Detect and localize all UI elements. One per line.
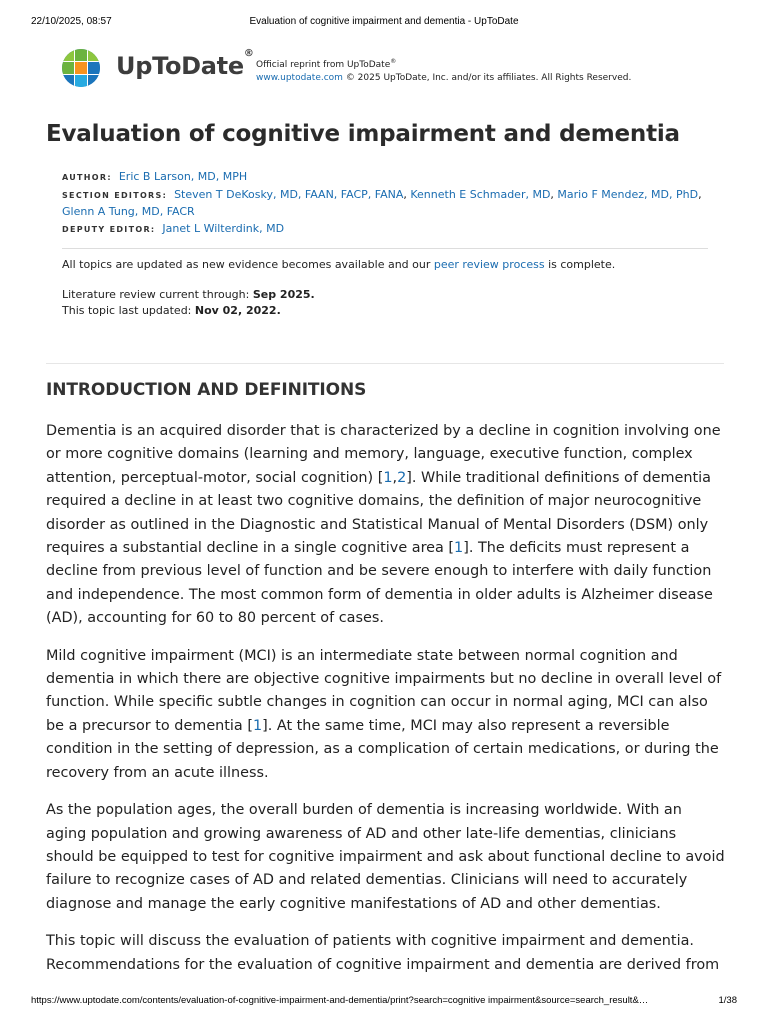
topic-contributors — [62, 169, 712, 238]
section-editor-link[interactable]: Mario F Mendez, MD, PhD — [557, 187, 699, 201]
author-link[interactable]: Eric B Larson, MD, MPH — [118, 170, 248, 183]
reference-link[interactable]: 1 — [454, 540, 464, 557]
uptodate-globe-logo-icon — [61, 48, 101, 88]
print-url: https://www.uptodate.com/contents/evaluation-of-cognitive-impairment-and-dementia/print?search=cognitive impairment&source=search_result&… — [31, 995, 649, 1006]
section-editors-row: SECTION EDITORS : Steven T DeKosky, MD, FAAN, FACP, FANA, Kenneth E Schmader, MD, Mario F Mendez, MD, PhD, Glenn A Tung, MD, FACR — [62, 187, 712, 221]
reference-link[interactable]: 2 — [397, 469, 407, 486]
reprint-line: Official reprint from UpToDate — [256, 60, 391, 70]
update-notice — [62, 257, 615, 273]
lit-review-label: Literature review current through: — [62, 288, 253, 301]
paragraph: This topic will discuss the evaluation of patients with cognitive impairment and dementia. Recommendations for the evaluation of cognitive impairment and dementia are derived from — [46, 933, 720, 973]
print-header — [0, 16, 768, 30]
author-label: AUTHOR : — [62, 173, 112, 182]
last-updated-date: Nov 02, 2022. — [194, 304, 281, 317]
lit-review-date: Sep 2025. — [252, 288, 315, 301]
article-body — [46, 420, 726, 991]
page-title: Evaluation of cognitive impairment and dementia — [46, 121, 680, 147]
paragraph: As the population ages, the overall burden of dementia is increasing worldwide. With an aging population and growing awareness of AD and other late-life dementias, clinicians should be equipped to test for cognitive impairment and ask about functional decline to avoid failure to recognize cases of AD and related dementias. Clinicians will need to accurately diagnose and manage the early cognitive manifestations of AD and other dementias. — [46, 802, 725, 912]
notice-text: All topics are updated as new evidence becomes available and our — [62, 258, 434, 271]
registered-mark: ® — [243, 48, 254, 59]
print-datetime: 22/10/2025, 08:57 — [31, 16, 112, 27]
print-footer — [0, 995, 768, 1009]
uptodate-wordmark — [116, 48, 254, 80]
reference-link[interactable]: 1 — [252, 717, 263, 734]
deputy-editor-link[interactable]: Janet L Wilterdink, MD — [162, 221, 285, 235]
section-editor-link[interactable]: Kenneth E Schmader, MD — [410, 187, 551, 201]
print-tab-title: Evaluation of cognitive impairment and dementia - UpToDate — [249, 16, 519, 27]
section-heading: INTRODUCTION AND DEFINITIONS — [46, 380, 367, 400]
page-number: 1/38 — [718, 995, 737, 1006]
section-editor-link[interactable]: Steven T DeKosky, MD, FAAN, FACP, FANA — [174, 187, 404, 201]
deputy-editor-label: DEPUTY EDITOR : — [62, 225, 155, 234]
copyright-text: © 2025 UpToDate, Inc. and/or its affiliates. All Rights Reserved. — [342, 73, 632, 83]
notice-text-end: is complete. — [544, 258, 616, 271]
section-editors-label: SECTION EDITORS : — [62, 191, 167, 200]
peer-review-link[interactable]: peer review process — [433, 258, 545, 271]
reprint-registered-mark: ® — [390, 58, 397, 65]
reprint-notice — [256, 55, 631, 85]
uptodate-site-link[interactable]: www.uptodate.com — [256, 73, 343, 83]
author-row — [62, 169, 712, 187]
section-editor-link[interactable]: Glenn A Tung, MD, FACR — [62, 205, 195, 218]
paragraph: Mild cognitive impairment (MCI) is an intermediate state between normal cognition and dementia in which there are objective cognitive impairments but no decline in overall level of function. While specific subtle changes in cognition can occur in normal aging, MCI can also be a precursor to dementia [1]. At the same time, MCI may also represent a reversible condition in the setting of depression, as a complication of certain medications, or during the recovery from an acute illness. — [46, 647, 722, 781]
reference-link[interactable]: 1 — [383, 469, 393, 486]
divider — [46, 363, 724, 364]
paragraph: Dementia is an acquired disorder that is characterized by a decline in cognition involving one or more cognitive domains (learning and memory, language, executive function, complex attention, perceptual-motor, social cognition) [1,2]. While traditional definitions of dementia required a decline in at least two cognitive domains, the definition of major neurocognitive disorder as outlined in the Diagnostic and Statistical Manual of Mental Disorders (DSM) only requires a substantial decline in a single cognitive area [1]. The deficits must represent a decline from previous level of function and be severe enough to interfere with daily function and independence. The most common form of dementia in older adults is Alzheimer disease (AD), accounting for 60 to 80 percent of cases. — [46, 423, 721, 627]
last-updated-label: This topic last updated: — [62, 304, 195, 317]
divider — [62, 248, 708, 249]
brand-name: UpToDate — [116, 52, 244, 80]
review-dates — [62, 287, 315, 319]
deputy-editor-row — [62, 221, 712, 239]
